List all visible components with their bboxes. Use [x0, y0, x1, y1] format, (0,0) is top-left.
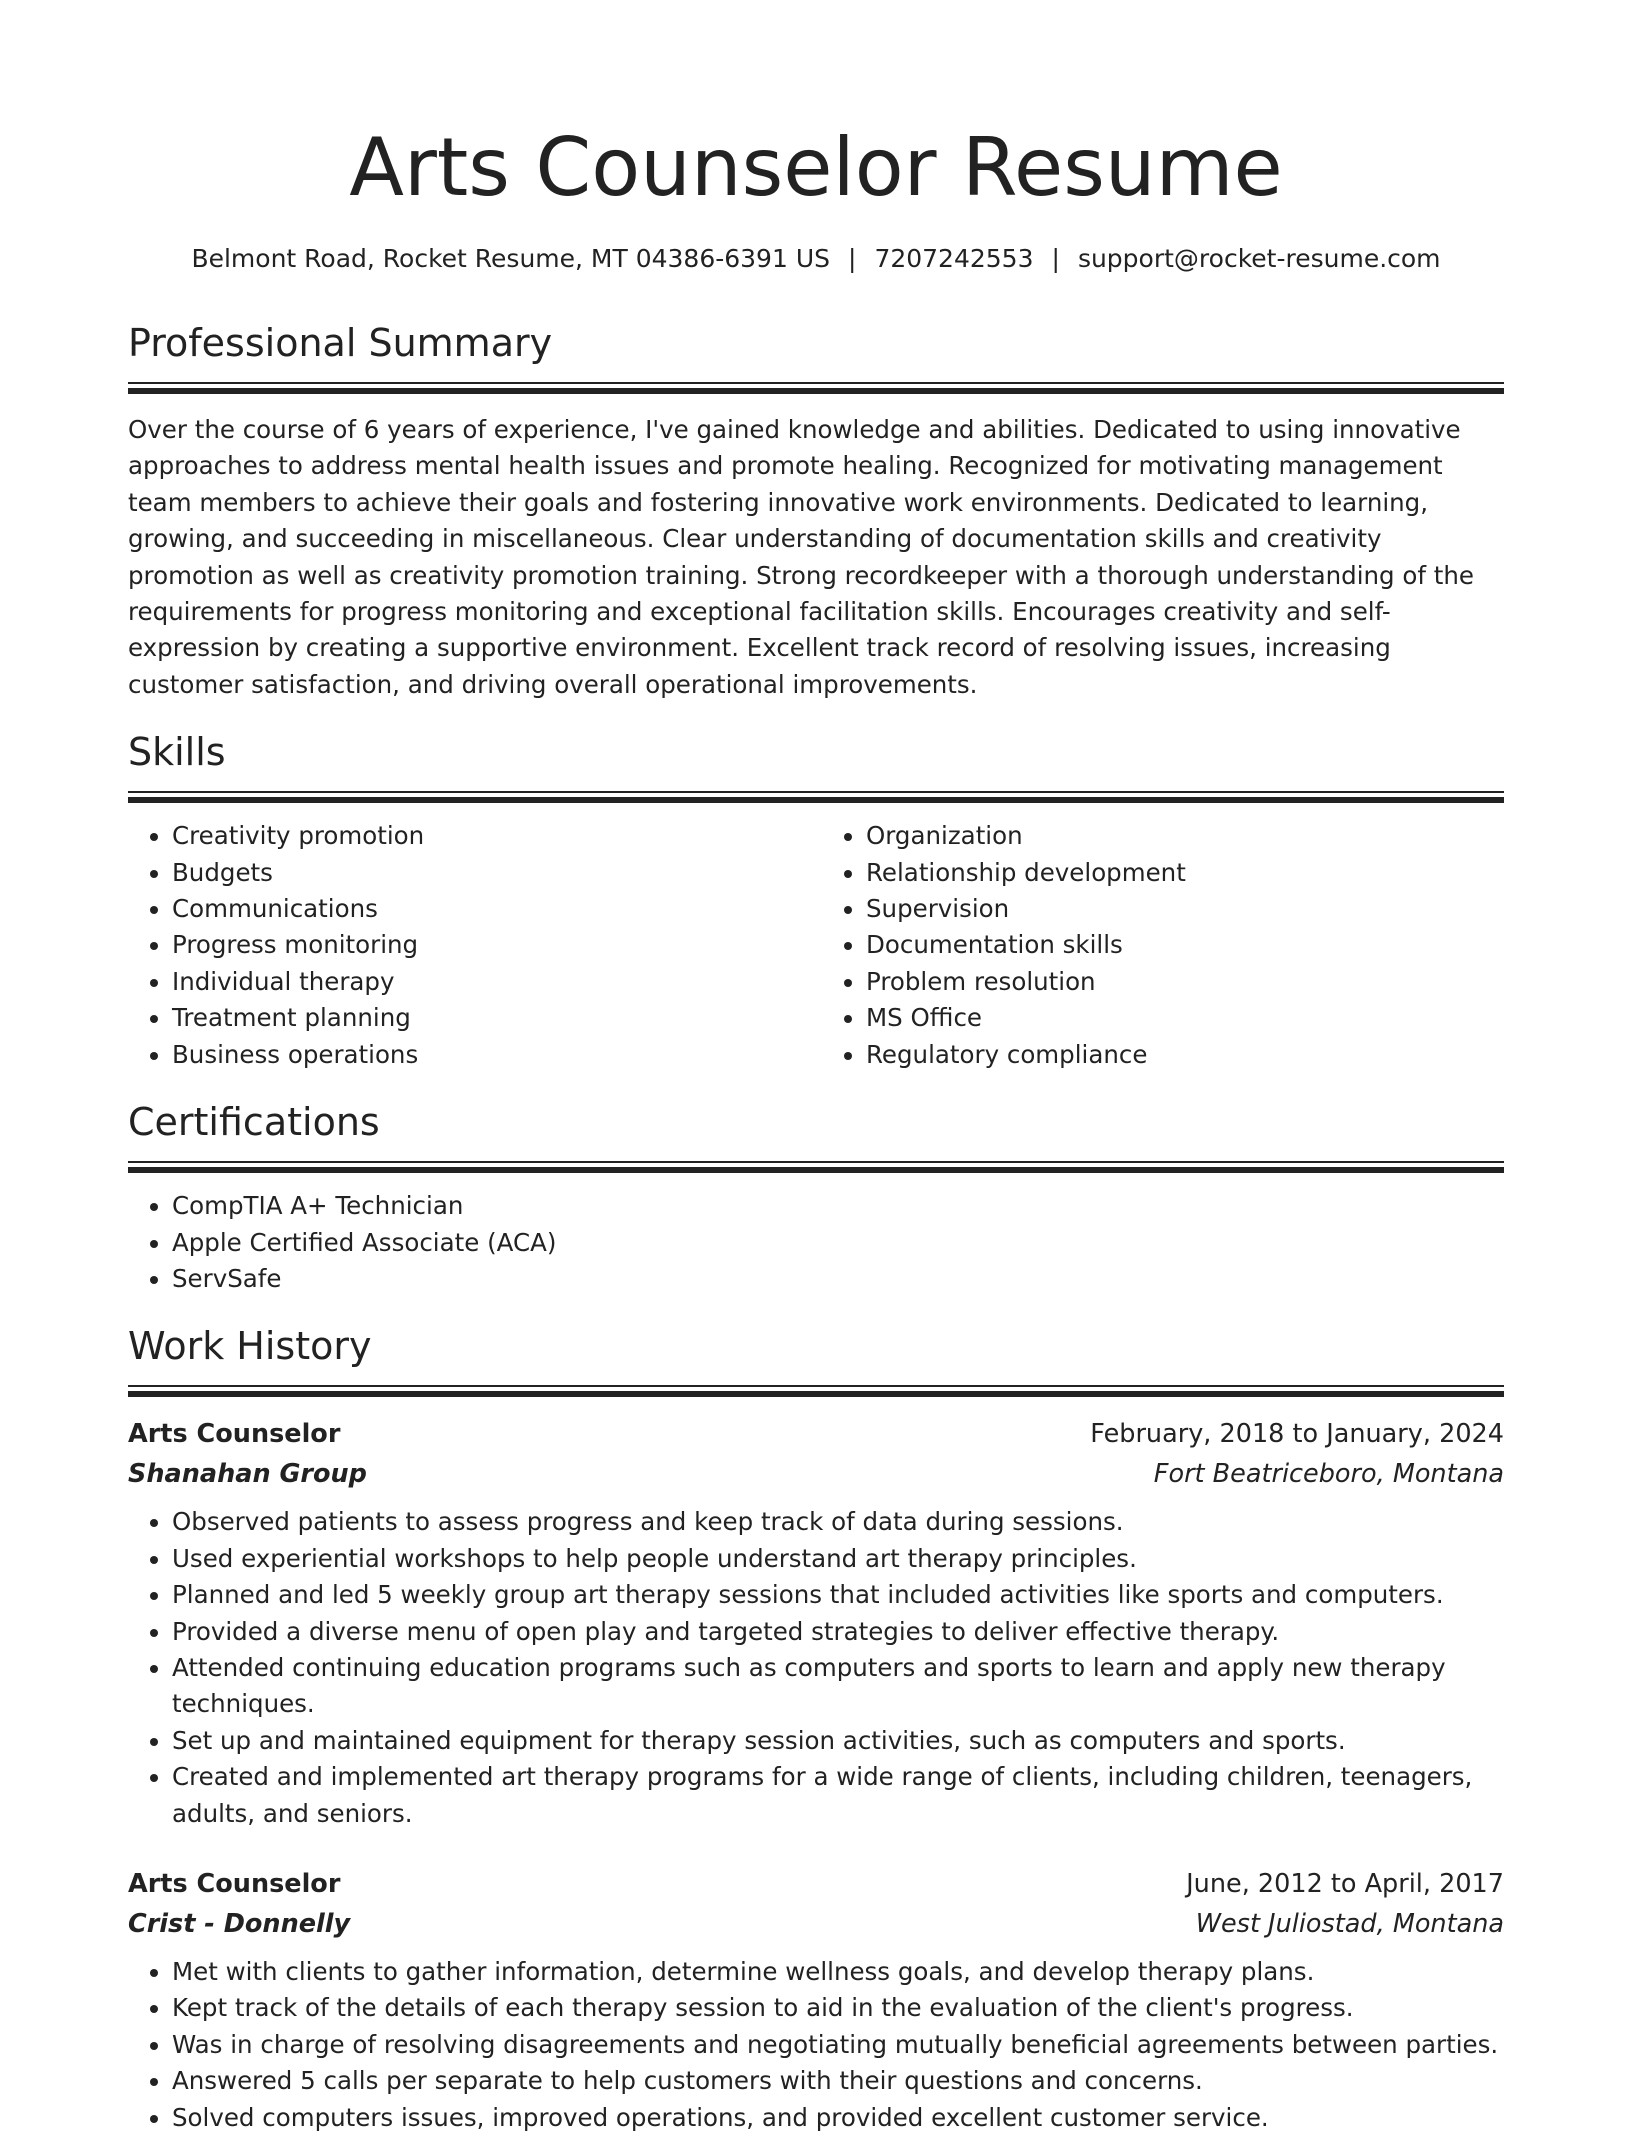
skill-item: • Relationship development — [866, 855, 1504, 891]
job-title: Arts Counselor — [128, 1419, 341, 1450]
job-header — [128, 1414, 1504, 1454]
skill-item: • Supervision — [866, 891, 1504, 927]
job-duty-item: • Met with clients to gather information, determine wellness goals, and develop therapy plans. — [172, 1954, 1504, 1990]
job-duty-item: • Was in charge of resolving disagreements and negotiating mutually beneficial agreements between parties. — [172, 2027, 1504, 2063]
work-history-section — [128, 1323, 1504, 1396]
certification-item: • CompTIA A+ Technician — [172, 1188, 1504, 1224]
job-location: West Juliostad, Montana — [1195, 1908, 1504, 1939]
job-duties — [128, 1504, 1504, 1832]
phone: 7207242553 — [874, 244, 1034, 273]
job-duty-item: • Set up and maintained equipment for therapy session activities, such as computers and sports. — [172, 1723, 1504, 1759]
section-divider — [128, 382, 1504, 393]
section-divider — [128, 1161, 1504, 1172]
skills-grid — [128, 802, 1504, 1073]
certifications-list — [128, 1188, 1504, 1297]
job-duty-item: • Kept track of the details of each therapy session to aid in the evaluation of the client's progress. — [172, 1990, 1504, 2026]
skills-section — [128, 729, 1504, 802]
section-divider — [128, 1385, 1504, 1396]
certification-item: • Apple Certified Associate (ACA) — [172, 1225, 1504, 1261]
email: support@rocket-resume.com — [1077, 244, 1441, 273]
skill-item: • Treatment planning — [172, 1000, 816, 1036]
skill-item: • Communications — [172, 891, 816, 927]
address: Belmont Road, Rocket Resume, MT 04386-6391 US — [191, 244, 830, 273]
certification-item: • ServSafe — [172, 1261, 1504, 1297]
summary-section — [128, 320, 1504, 393]
job-company: Crist - Donnelly — [128, 1908, 351, 1939]
skills-list-right — [816, 818, 1504, 1073]
job-dates: February, 2018 to January, 2024 — [1090, 1419, 1504, 1450]
job-dates: June, 2012 to April, 2017 — [1186, 1868, 1504, 1899]
job-header — [128, 1864, 1504, 1904]
job-title: Arts Counselor — [128, 1868, 341, 1899]
job-location: Fort Beatriceboro, Montana — [1153, 1459, 1504, 1490]
skills-list-left — [128, 818, 816, 1073]
job-duty-item: • Observed patients to assess progress and keep track of data during sessions. — [172, 1504, 1504, 1540]
section-divider — [128, 791, 1504, 802]
skill-item: • Budgets — [172, 855, 816, 891]
section-heading-work-history: Work History — [128, 1324, 372, 1369]
skill-item: • Regulatory compliance — [866, 1037, 1504, 1073]
section-heading-skills: Skills — [128, 730, 226, 775]
skill-item: • Problem resolution — [866, 964, 1504, 1000]
section-heading-certifications: Certifications — [128, 1100, 380, 1145]
skill-item: • Documentation skills — [866, 927, 1504, 963]
job-entry — [128, 1864, 1504, 2136]
job-entry — [128, 1414, 1504, 1832]
section-heading-summary: Professional Summary — [128, 321, 553, 365]
job-duty-item: • Solved computers issues, improved operations, and provided excellent customer service. — [172, 2100, 1504, 2136]
skill-item: • MS Office — [866, 1000, 1504, 1036]
job-subheader — [128, 1454, 1504, 1494]
job-duties — [128, 1954, 1504, 2136]
job-subheader — [128, 1904, 1504, 1944]
job-company: Shanahan Group — [128, 1459, 367, 1490]
job-duty-item: • Answered 5 calls per separate to help customers with their questions and concerns. — [172, 2063, 1504, 2099]
separator: | — [1051, 244, 1060, 273]
certifications-section — [128, 1099, 1504, 1172]
skill-item: • Business operations — [172, 1037, 816, 1073]
resume-title: Arts Counselor Resume — [349, 121, 1283, 214]
skill-item: • Creativity promotion — [172, 818, 816, 854]
skill-item: • Organization — [866, 818, 1504, 854]
job-duty-item: • Planned and led 5 weekly group art therapy sessions that included activities like sports and computers. — [172, 1577, 1504, 1613]
job-duty-item: • Provided a diverse menu of open play and targeted strategies to deliver effective therapy. — [172, 1614, 1504, 1650]
contact-line — [128, 242, 1504, 276]
separator: | — [848, 244, 857, 273]
summary-text: Over the course of 6 years of experience, I've gained knowledge and abilities. Dedicated to using innovative approaches to address mental health issues and promote healing. Recognized for motivating management team members to achieve their goals and fostering innovative work environments. Dedicated to learning, growing, and succeeding in miscellaneous. Clear understanding of documentation skills and creativity promotion as well as creativity promotion training. Strong recordkeeper with a thorough understanding of the requirements for progress monitoring and exceptional facilitation skills. Encourages creativity and self-expression by creating a supportive environment. Excellent track record of resolving issues, increasing customer satisfaction, and driving overall operational improvements. — [128, 415, 1475, 699]
skill-item: • Individual therapy — [172, 964, 816, 1000]
job-duty-item: • Used experiential workshops to help people understand art therapy principles. — [172, 1541, 1504, 1577]
job-duty-item: • Attended continuing education programs such as computers and sports to learn and apply new therapy techniques. — [172, 1650, 1504, 1723]
skill-item: • Progress monitoring — [172, 927, 816, 963]
job-duty-item: • Created and implemented art therapy programs for a wide range of clients, including children, teenagers, adults, and seniors. — [172, 1759, 1504, 1832]
